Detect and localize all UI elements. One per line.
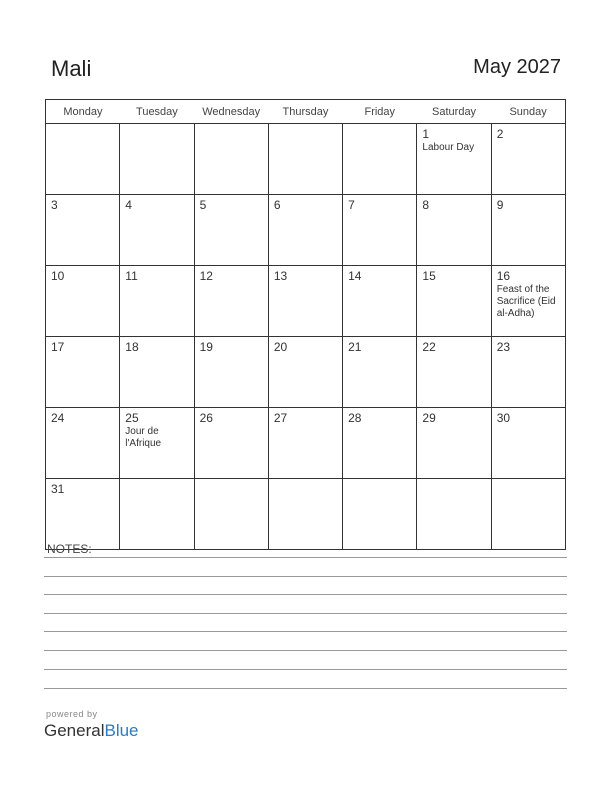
day-cell[interactable]	[268, 408, 342, 479]
weekday-header: Monday	[46, 100, 120, 124]
day-number: 4	[125, 198, 132, 212]
day-cell[interactable]	[343, 408, 417, 479]
day-cell[interactable]	[491, 479, 565, 550]
calendar-grid	[45, 99, 566, 550]
day-number: 11	[125, 269, 138, 283]
day-cell[interactable]	[491, 195, 565, 266]
day-cell[interactable]	[120, 479, 194, 550]
day-number: 24	[51, 411, 65, 425]
weekday-header: Tuesday	[120, 100, 194, 124]
day-number: 14	[348, 269, 362, 283]
day-cell[interactable]	[194, 124, 268, 195]
day-number: 31	[51, 482, 65, 496]
day-number: 29	[422, 411, 436, 425]
day-cell[interactable]	[417, 337, 491, 408]
day-cell[interactable]	[194, 195, 268, 266]
day-number: 27	[273, 411, 288, 425]
day-number: 1	[422, 127, 430, 141]
country-title: Mali	[51, 56, 92, 81]
day-cell[interactable]	[194, 337, 268, 408]
day-number: 19	[199, 340, 213, 354]
day-number: 28	[348, 411, 362, 425]
day-cell[interactable]	[268, 479, 342, 550]
weekday-header: Wednesday	[194, 100, 268, 124]
day-cell[interactable]	[417, 195, 491, 266]
notes-line	[44, 650, 567, 651]
day-cell[interactable]	[194, 408, 268, 479]
day-number: 6	[273, 198, 281, 212]
day-number: 7	[348, 198, 355, 212]
day-number: 3	[51, 198, 58, 212]
brand-blue: Blue	[104, 721, 139, 740]
day-number: 30	[496, 411, 511, 425]
day-number: 12	[199, 269, 213, 283]
day-cell[interactable]	[491, 266, 565, 337]
notes-line	[44, 613, 567, 614]
day-cell[interactable]	[343, 195, 417, 266]
brand-general: General	[44, 721, 105, 740]
weekday-header: Thursday	[268, 100, 342, 124]
day-number: 25	[125, 411, 139, 425]
holiday-label: Feast of the Sacrifice (Eid al-Adha)	[496, 284, 556, 319]
day-number: 2	[496, 127, 504, 141]
weekday-header: Sunday	[491, 100, 565, 124]
notes-line	[44, 688, 567, 689]
powered-by-text: powered by	[46, 709, 98, 719]
day-number: 26	[199, 411, 213, 425]
day-number: 21	[348, 340, 362, 354]
day-cell[interactable]	[491, 337, 565, 408]
day-cell[interactable]	[268, 266, 342, 337]
week-row	[46, 408, 566, 479]
day-cell[interactable]	[343, 479, 417, 550]
week-row	[46, 479, 566, 550]
week-row	[46, 337, 566, 408]
month-year-title: May 2027	[473, 56, 561, 78]
notes-line	[44, 631, 567, 632]
day-number: 18	[125, 340, 139, 354]
week-row	[46, 195, 566, 266]
weekday-header: Saturday	[417, 100, 491, 124]
week-row	[46, 124, 566, 195]
day-cell[interactable]	[120, 266, 194, 337]
day-cell[interactable]	[120, 337, 194, 408]
day-cell[interactable]	[120, 195, 194, 266]
day-cell[interactable]	[46, 479, 120, 550]
day-cell[interactable]	[268, 195, 342, 266]
day-number: 10	[51, 269, 65, 283]
notes-line	[44, 594, 567, 595]
day-number: 9	[496, 198, 504, 212]
day-cell[interactable]	[46, 124, 120, 195]
day-cell[interactable]	[417, 124, 491, 195]
notes-line	[44, 557, 567, 558]
day-cell[interactable]	[46, 337, 120, 408]
day-number: 20	[273, 340, 288, 354]
day-number: 23	[496, 340, 511, 354]
weekday-header-row	[46, 100, 566, 124]
day-number: 17	[51, 340, 65, 354]
day-cell[interactable]	[491, 408, 565, 479]
day-cell[interactable]	[194, 479, 268, 550]
day-cell[interactable]	[120, 124, 194, 195]
day-number: 22	[422, 340, 436, 354]
day-cell[interactable]	[46, 195, 120, 266]
day-number: 13	[273, 269, 288, 283]
holiday-label: Labour Day	[422, 142, 475, 153]
notes-label: NOTES:	[47, 542, 92, 556]
notes-line	[44, 576, 567, 577]
day-number: 8	[422, 198, 430, 212]
day-cell[interactable]	[343, 337, 417, 408]
day-cell[interactable]	[46, 408, 120, 479]
day-cell[interactable]	[268, 124, 342, 195]
notes-line	[44, 669, 567, 670]
holiday-label: Jour de l'Afrique	[125, 426, 162, 449]
weekday-header: Friday	[343, 100, 417, 124]
day-cell[interactable]	[120, 408, 194, 479]
day-number: 15	[422, 269, 436, 283]
day-cell[interactable]	[417, 266, 491, 337]
day-cell[interactable]	[417, 479, 491, 550]
day-cell[interactable]	[343, 124, 417, 195]
day-cell[interactable]	[343, 266, 417, 337]
generalblue-logo[interactable]	[44, 721, 139, 741]
week-row	[46, 266, 566, 337]
day-number: 5	[199, 198, 207, 212]
day-cell[interactable]	[194, 266, 268, 337]
day-number: 16	[496, 269, 511, 283]
day-cell[interactable]	[268, 337, 342, 408]
day-cell[interactable]	[417, 408, 491, 479]
day-cell[interactable]	[491, 124, 565, 195]
day-cell[interactable]	[46, 266, 120, 337]
